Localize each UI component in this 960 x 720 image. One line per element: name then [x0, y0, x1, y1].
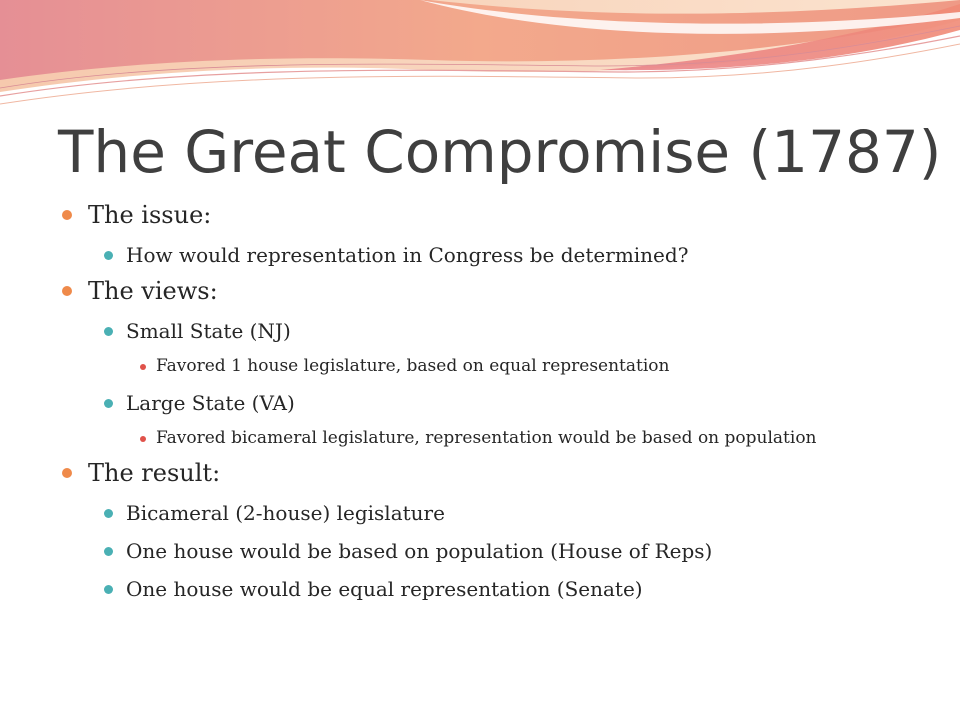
bullet-text: Small State (NJ): [126, 319, 291, 343]
bullet-text: One house would be based on population (House of Reps): [126, 539, 713, 563]
sub-bullet-text: Favored 1 house legislature, based on equal representation: [156, 356, 670, 376]
section-heading-text: The issue:: [88, 201, 212, 229]
teal-bullet-icon: [104, 585, 113, 594]
red-bullet-icon: [140, 436, 146, 442]
slide-title: The Great Compromise (1787): [58, 118, 942, 186]
bullet-point: [60, 500, 940, 526]
sub-bullet-point: [60, 426, 876, 450]
section-heading-result: [60, 458, 940, 488]
bullet-text: Bicameral (2-house) legislature: [126, 501, 445, 525]
section-heading-issue: [60, 200, 940, 230]
section-heading-text: The views:: [88, 277, 218, 305]
bullet-point: [60, 318, 940, 344]
decorative-banner: [0, 0, 960, 120]
bullet-point: [60, 242, 940, 268]
bullet-point: [60, 390, 940, 416]
sub-bullet-text: Favored bicameral legislature, representation would be based on population: [156, 428, 817, 448]
bullet-text: Large State (VA): [126, 391, 295, 415]
section-heading-text: The result:: [88, 459, 221, 487]
section-heading-views: [60, 276, 940, 306]
teal-bullet-icon: [104, 399, 113, 408]
orange-bullet-icon: [62, 210, 72, 220]
teal-bullet-icon: [104, 509, 113, 518]
bullet-point: [60, 538, 940, 564]
orange-bullet-icon: [62, 286, 72, 296]
orange-bullet-icon: [62, 468, 72, 478]
teal-bullet-icon: [104, 327, 113, 336]
teal-bullet-icon: [104, 251, 113, 260]
slide-body: [60, 200, 940, 602]
sub-bullet-point: [60, 354, 876, 378]
red-bullet-icon: [140, 364, 146, 370]
bullet-text: How would representation in Congress be determined?: [126, 243, 689, 267]
bullet-text: One house would be equal representation (Senate): [126, 577, 643, 601]
teal-bullet-icon: [104, 547, 113, 556]
bullet-point: [60, 576, 940, 602]
